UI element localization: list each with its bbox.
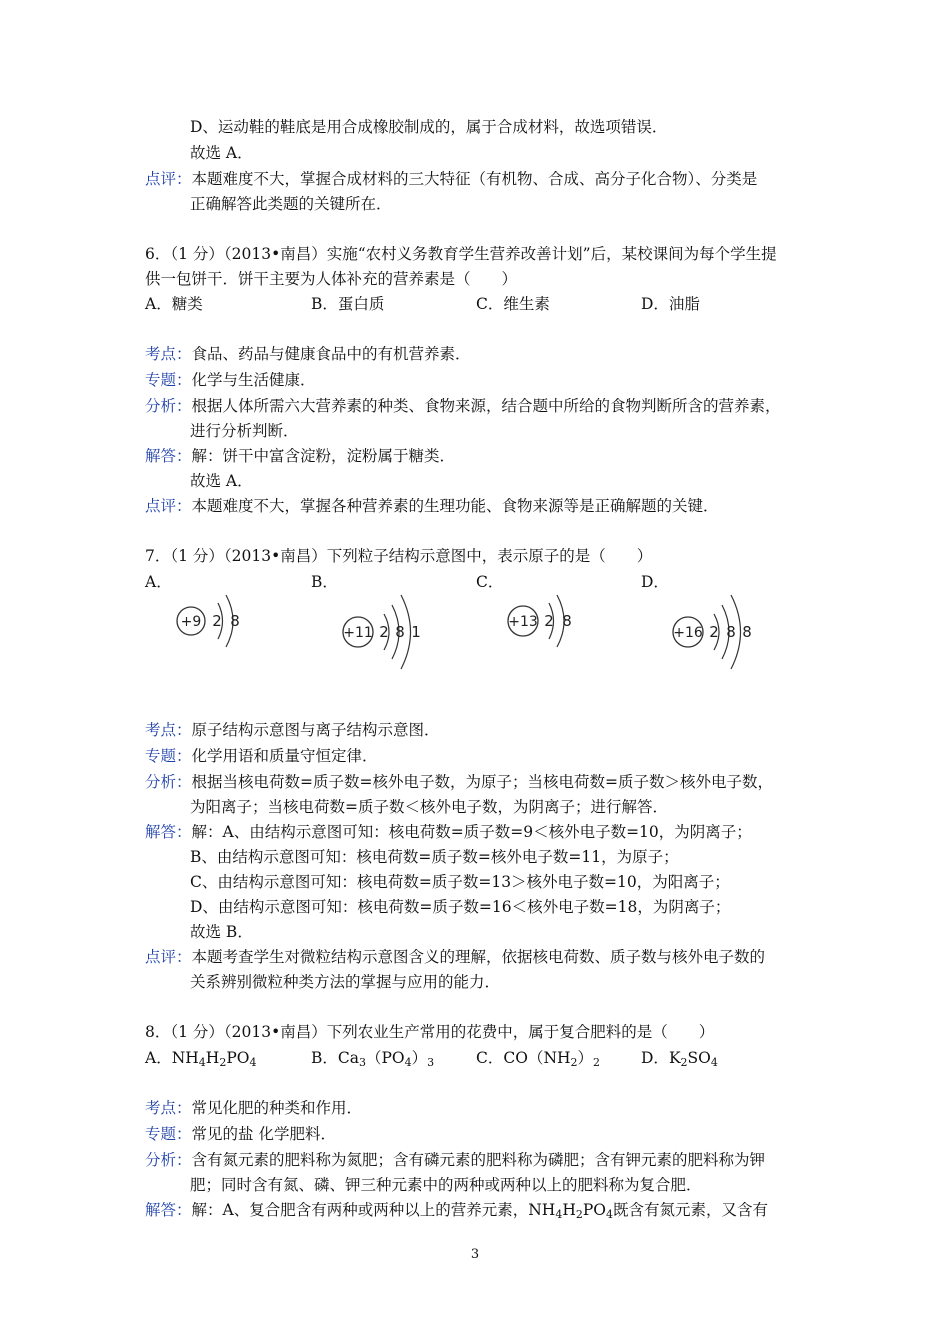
comment-label: 点评 (145, 170, 177, 188)
atom-diagram-a (170, 585, 260, 657)
q8-fenxi-cont: 肥；同时含有氮、磷、钾三种元素中的两种或两种以上的肥料称为复合肥． (190, 1176, 702, 1194)
q6-jieda: 解答：解：饼干中富含淀粉，淀粉属于糖类． (145, 447, 456, 465)
q7-stem: 7．（1 分）（2013•南昌）下列粒子结构示意图中，表示原子的是（ ） (145, 547, 653, 565)
shell-electrons: 8 (726, 623, 736, 641)
q8-option-b: B．$Ca_3(PO_4)_3$ (311, 1049, 435, 1069)
q6-answer: 故选 A． (190, 472, 253, 490)
q7-answer: 故选 B． (190, 923, 253, 941)
nucleus-charge: +13 (508, 614, 538, 630)
q6-stem: 6．（1 分）（2013•南昌）实施“农村义务教育学生营养改善计划”后，某校课间为每个学生提 (145, 245, 777, 263)
shell-electrons: 2 (212, 612, 222, 630)
shell-electrons: 8 (230, 612, 240, 630)
shell-electrons: 8 (562, 612, 572, 630)
shell-electrons: 8 (395, 623, 405, 641)
q8-jieda: 解答：解：A、复合肥含有两种或两种以上的营养元素，$NH_4H_2PO_4$既含有氮元素，又含有 (145, 1201, 769, 1221)
q7-jieda-b: B、由结构示意图可知：核电荷数=质子数=核外电子数=11，为原子； (190, 848, 679, 866)
q6-option-b: B．蛋白质 (311, 295, 385, 313)
shell-electrons: 2 (379, 623, 389, 641)
q7-fenxi: 分析：根据当核电荷数=质子数=核外电子数，为原子；当核电荷数=质子数＞核外电子数， (145, 773, 773, 791)
q7-jieda: 解答：解：A、由结构示意图可知：核电荷数=质子数=9＜核外电子数=10，为阴离子； (145, 823, 752, 841)
q6-option-d: D．油脂 (641, 295, 700, 313)
q8-option-d: D．$K_2SO_4$ (641, 1049, 718, 1069)
q6-stem-cont: 供一包饼干．饼干主要为人体补充的营养素是（ ） (145, 270, 518, 288)
q7-dianping-cont: 关系辨别微粒种类方法的掌握与应用的能力． (190, 973, 501, 991)
q7-option-c: C． (476, 573, 504, 591)
q6-option-c: C．维生素 (476, 295, 550, 313)
q8-fenxi: 分析：含有氮元素的肥料称为氮肥；含有磷元素的肥料称为磷肥；含有钾元素的肥料称为钾 (145, 1151, 766, 1169)
shell-electrons: 2 (709, 623, 719, 641)
q5-comment: 点评：本题难度不大，掌握合成材料的三大特征（有机物、合成、高分子化合物）、分类是 (145, 170, 758, 188)
q8-stem: 8．（1 分）（2013•南昌）下列农业生产常用的花费中，属于复合肥料的是（ ） (145, 1023, 715, 1041)
atom-diagram-c (503, 585, 593, 657)
q7-jieda-c: C、由结构示意图可知：核电荷数=质子数=13＞核外电子数=10，为阳离子； (190, 873, 730, 891)
q6-kaodian: 考点：食品、药品与健康食品中的有机营养素． (145, 345, 471, 363)
q8-option-c: C．$CO(NH_2)_2$ (476, 1049, 601, 1069)
q8-option-a: A．$NH_4H_2PO_4$ (145, 1049, 257, 1069)
q7-fenxi-cont: 为阳离子；当核电荷数=质子数＜核外电子数，为阴离子；进行解答． (190, 798, 668, 816)
q6-zhuanti: 专题：化学与生活健康． (145, 371, 316, 389)
q6-fenxi-cont: 进行分析判断． (190, 422, 299, 440)
q7-option-b: B． (311, 573, 338, 591)
page-number: 3 (470, 1247, 480, 1262)
shell-electrons: 8 (742, 623, 752, 641)
q8-zhuanti: 专题：常见的盐 化学肥料． (145, 1125, 336, 1143)
q6-option-a: A．糖类 (145, 295, 203, 313)
q5-comment-cont: 正确解答此类题的关键所在． (190, 195, 392, 213)
shell-electrons: 2 (544, 612, 554, 630)
q6-dianping: 点评：本题难度不大，掌握各种营养素的生理功能、食物来源等是正确解题的关键． (145, 497, 719, 515)
atom-diagram-b (338, 587, 428, 673)
q8-kaodian: 考点：常见化肥的种类和作用． (145, 1099, 363, 1117)
q7-zhuanti: 专题：化学用语和质量守恒定律． (145, 747, 378, 765)
q7-jieda-d: D、由结构示意图可知：核电荷数=质子数=16＜核外电子数=18，为阴离子； (190, 898, 731, 916)
q7-kaodian: 考点：原子结构示意图与离子结构示意图． (145, 721, 440, 739)
q7-option-d: D． (641, 573, 669, 591)
q5-option-d-analysis: D、运动鞋的鞋底是用合成橡胶制成的，属于合成材料，故选项错误． (190, 118, 668, 136)
nucleus-charge: +11 (343, 625, 373, 641)
q5-answer: 故选 A． (190, 144, 253, 162)
nucleus-charge: +9 (180, 614, 202, 630)
nucleus-charge: +16 (673, 625, 703, 641)
q7-option-a: A． (145, 573, 172, 591)
q5-comment-text: 本题难度不大，掌握合成材料的三大特征（有机物、合成、高分子化合物）、分类是 (191, 170, 758, 188)
q6-fenxi: 分析：根据人体所需六大营养素的种类、食物来源，结合题中所给的食物判断所含的营养素， (145, 397, 781, 415)
shell-electrons: 1 (411, 623, 421, 641)
atom-diagram-d (668, 587, 758, 673)
q7-dianping: 点评：本题考查学生对微粒结构示意图含义的理解，依据核电荷数、质子数与核外电子数的 (145, 948, 766, 966)
